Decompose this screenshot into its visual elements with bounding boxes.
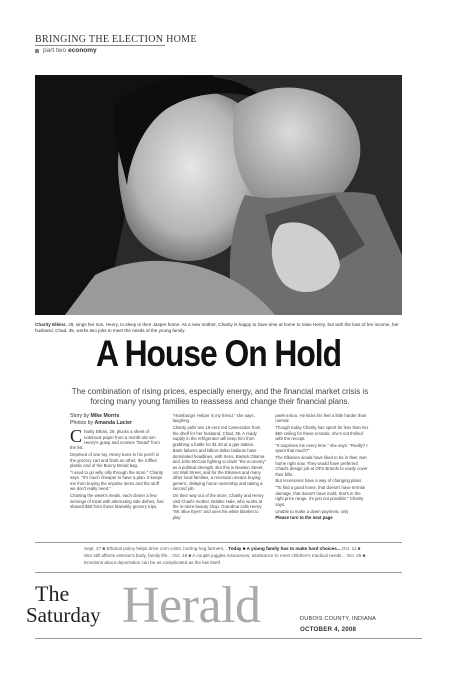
article-column-2 bbox=[173, 413, 268, 522]
paragraph: "Hamburger Helper is my friend," she says, laughing. bbox=[172, 413, 255, 424]
section-title: BRINGING THE ELECTION HOME bbox=[35, 34, 197, 45]
teaser-divider bbox=[35, 542, 402, 543]
masthead-divider bbox=[35, 572, 402, 573]
paragraph: Deprived of one toy, Henry turns in his perch in the grocery cart and finds an other, the ruffled plastic end of the Bunny Bread bag. bbox=[70, 452, 160, 469]
paragraph: Though today Charity has spent far less than her $60 ceiling for these errands, she's not thrilled with the receipt. bbox=[275, 425, 369, 442]
paragraph: Charity Elkins, 29, plucks a sheet of notebook paper from a month-old son Henry's grasp and crosses "bread" from the list. bbox=[70, 426, 160, 451]
caption-text: , 29, sings her son, Henry, to sleep in their Jasper home. As a new mother, Charity is happy to have time at home to raise Henry, but with the loss of her income, her husband, Chad, 35, works two jobs to meet the needs of the young family. bbox=[35, 322, 399, 333]
masthead-saturday: Saturday bbox=[26, 603, 101, 627]
article-body bbox=[70, 413, 370, 522]
byline-photographer: Amanda Lucier bbox=[94, 419, 133, 426]
paragraph: Charting the week's meals, each dinner a few servings of meat with alternating side dishes, has shaved $50 from these biweekly grocery trips. bbox=[70, 493, 164, 509]
byline-writer: Mike Morris bbox=[90, 413, 120, 419]
drop-cap: C bbox=[70, 426, 83, 447]
paragraph: "To find a good home, that doesn't have termite damage, that doesn't have mold, that's in the right price range, it's just not possible," Charity says. bbox=[275, 485, 366, 507]
masthead-herald: Herald bbox=[122, 577, 261, 634]
paragraph: Charity pulls two 16-cent red Camerados from the shelf for her husband, Chad, 35. A ready supply in the refrigerator will keep him from grabbing a bottle for $1.30 at a gas station. bbox=[172, 425, 261, 447]
dateline-date: OCTOBER 4, 2008 bbox=[300, 626, 357, 633]
part-label bbox=[35, 47, 97, 54]
deck: The combination of rising prices, especially energy, and the financial market crisis is forcing many young families to reassess and change their financial plans. bbox=[71, 387, 369, 406]
mother-and-baby-photo-illustration bbox=[35, 75, 402, 315]
dateline-location: DUBOIS COUNTY, INDIANA bbox=[300, 616, 377, 622]
paragraph: "I used to go willy nilly through the store," Charity says. "It's much cheaper to have a plan. It keeps me from buying the impulse items and the stuff we don't really need." bbox=[70, 470, 164, 492]
masthead-the: The bbox=[35, 581, 70, 606]
article-column-3 bbox=[275, 413, 370, 522]
paragraph: Bank failures and billion-dollar bailouts have dominated headlines, with Sens. Barack Obama and John McCain fighting to claim "the economy" as a political strength. But this is Newton Street, not Wall Street, and for the Elkinses and many other local families, a recession means buying generic, delaying home ownership and taking a second job. bbox=[172, 448, 267, 492]
square-bullet-icon bbox=[35, 49, 39, 53]
paragraph: On their way out of the store, Charity and Henry visit Chad's mother, Bobbie Hale, who works at the in-store beauty shop. Grandma calls Henry "Mr. Blue Eyes" and uses his white blanket to play bbox=[172, 493, 264, 520]
paragraph: Unable to make a down payment, only bbox=[275, 508, 349, 514]
caption-name: Charity Elkins bbox=[35, 322, 66, 327]
bottom-rule bbox=[35, 638, 422, 639]
teaser-sept27: Sept. 27 ■ Ethanol policy helps drive corn costs, hurting hog farmers... bbox=[84, 546, 227, 551]
part-topic: economy bbox=[68, 47, 97, 54]
section-rule bbox=[35, 45, 165, 46]
part-prefix: part two bbox=[43, 47, 67, 54]
paragraph: The Elkinses would have liked to be in their own home right now. They would have preferred Chad's design job at OFS Brands to easily cover their bills. bbox=[275, 455, 368, 477]
dateline bbox=[300, 616, 420, 633]
byline: Story by Mike Morris Photos by Amanda Lucier bbox=[70, 413, 133, 426]
paragraph: peek-a-boo. He kicks his feet a little harder than normal. bbox=[275, 413, 367, 424]
series-teasers bbox=[84, 545, 366, 566]
teaser-today: Today ■ A young family has to make hard choices... bbox=[228, 546, 341, 551]
article-column-1 bbox=[70, 413, 165, 522]
paragraph: But recessions have a way of changing plans. bbox=[275, 478, 363, 484]
lead-photo bbox=[35, 75, 402, 315]
continued-link[interactable]: Please turn to the next page bbox=[275, 515, 333, 521]
headline: A House On Hold bbox=[96, 333, 341, 374]
paragraph: "It surprises me every time," she says. "Really? I spent that much?" bbox=[275, 443, 368, 454]
teaser-upcoming: Oct. 11 ■ War still affects veteran's body, family life... Oct. 18 ■ A couple juggles insurances, assistance to meet children's medical needs... Oct. 25 ■ Emotions about deportation can be as complicated as the law itself. bbox=[84, 546, 366, 565]
